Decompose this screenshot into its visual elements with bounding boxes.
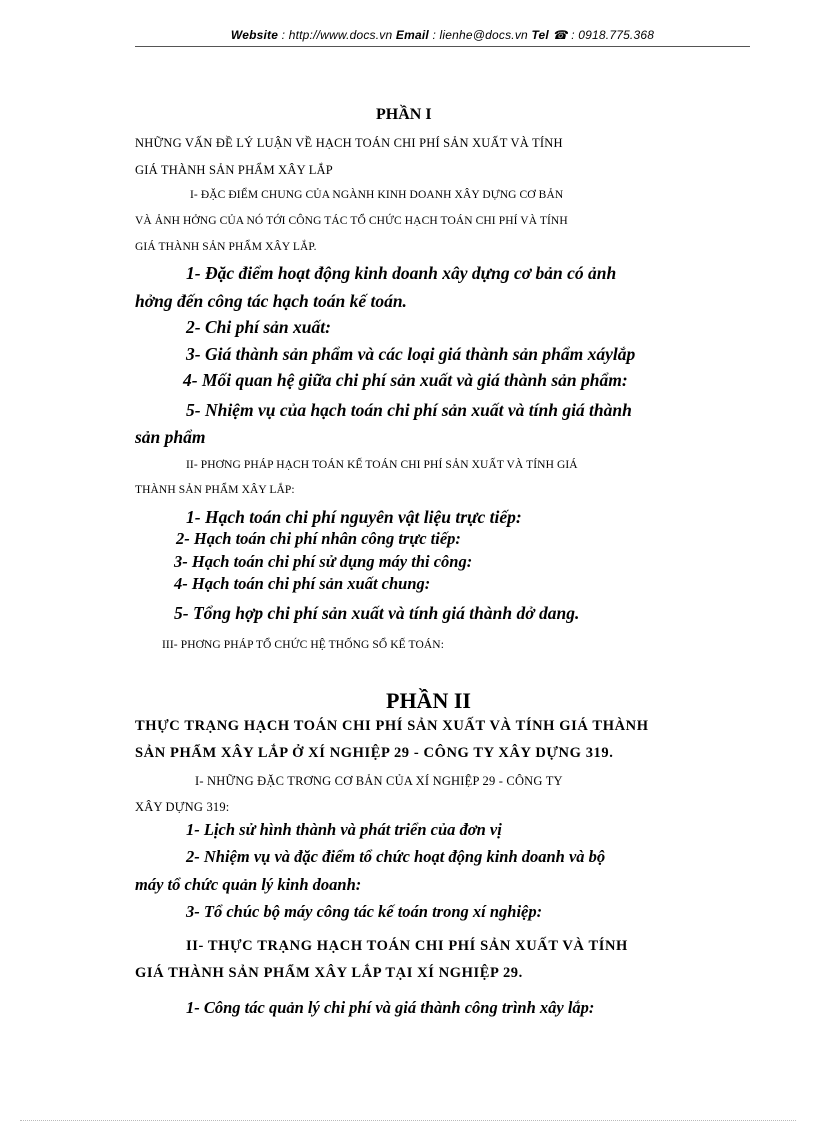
part1-item1-line2: hởng đến công tác hạch toán kế toán. [135, 291, 407, 311]
part2-title-line1: THỰC TRẠNG HẠCH TOÁN CHI PHÍ SẢN XUẤT VÀ TÍNH GIÁ THÀNH [135, 718, 649, 734]
part1-item3: 3- Giá thành sản phẩm và các loại giá thành sản phẩm xáylắp [186, 344, 636, 364]
part1-section1-line2: VÀ ẢNH HỞNG CỦA NÓ TỚI CÔNG TÁC TỔ CHỨC HẠCH TOÁN CHI PHÍ VÀ TÍNH [135, 215, 568, 227]
part1-title-line1: NHỮNG VẤN ĐỀ LÝ LUẬN VỀ HẠCH TOÁN CHI PHÍ SẢN XUẤT VÀ TÍNH [135, 136, 563, 150]
part1-item1-line1: 1- Đặc điểm hoạt động kinh doanh xây dựng cơ bản có ảnh [186, 263, 617, 283]
part1-section3: III- PHƠNG PHÁP TỔ CHỨC HỆ THỐNG SỔ KẾ TOÁN: [162, 639, 444, 651]
part1-s2-item3: 3- Hạch toán chi phí sử dụng máy thi công: [174, 552, 473, 571]
part2-section2-line2: GIÁ THÀNH SẢN PHẨM XÂY LẮP TẠI XÍ NGHIỆP 29. [135, 965, 523, 981]
part1-s2-item1: 1- Hạch toán chi phí nguyên vật liệu trực tiếp: [186, 507, 522, 527]
page-bottom-divider [20, 1120, 796, 1121]
part1-item4: 4- Mối quan hệ giữa chi phí sản xuất và giá thành sản phẩm: [183, 370, 628, 390]
part2-item2-line2: máy tổ chức quản lý kinh doanh: [135, 875, 362, 894]
part1-section1-line1: I- ĐẶC ĐIỂM CHUNG CỦA NGÀNH KINH DOANH XÂY DỰNG CƠ BẢN [190, 189, 564, 201]
part2-item1: 1- Lịch sử hình thành và phát triển của đơn vị [186, 820, 502, 839]
part2-title-line2: SẢN PHẨM XÂY LẮP Ở XÍ NGHIỆP 29 - CÔNG TY XÂY DỰNG 319. [135, 745, 614, 761]
part1-section1-line3: GIÁ THÀNH SẢN PHẨM XÂY LẮP. [135, 241, 317, 253]
website-label: Website [230, 28, 279, 42]
email-value[interactable]: : lienhe@docs.vn [432, 28, 528, 42]
tel-label: Tel [531, 28, 549, 42]
part1-item2: 2- Chi phí sản xuất: [186, 317, 331, 337]
part2-item2-line1: 2- Nhiệm vụ và đặc điểm tổ chức hoạt động kinh doanh và bộ [186, 847, 606, 866]
part1-section2-line1: II- PHƠNG PHÁP HẠCH TOÁN KẾ TOÁN CHI PHÍ SẢN XUẤT VÀ TÍNH GIÁ [186, 459, 578, 471]
page-header [135, 28, 750, 42]
part1-s2-item4: 4- Hạch toán chi phí sản xuất chung: [174, 574, 431, 593]
phone-icon: ☎ [552, 28, 568, 42]
part2-section1-line2: XÂY DỰNG 319: [135, 800, 230, 814]
part2-item3: 3- Tổ chúc bộ máy công tác kế toán trong xí nghiệp: [186, 902, 543, 921]
part2-section2-line1: II- THỰC TRẠNG HẠCH TOÁN CHI PHÍ SẢN XUẤT VÀ TÍNH [186, 938, 628, 954]
part2-s2-item1: 1- Công tác quản lý chi phí và giá thành công trình xây lắp: [186, 998, 595, 1017]
header-divider [135, 46, 750, 47]
part1-section2-line2: THÀNH SẢN PHẨM XÂY LẮP: [135, 484, 295, 496]
part1-heading: PHẦN I [376, 106, 432, 123]
part2-heading: PHẦN II [386, 688, 471, 713]
email-label: Email [395, 28, 429, 42]
tel-value: : 0918.775.368 [571, 28, 655, 42]
part1-s2-item2: 2- Hạch toán chi phí nhân công trực tiếp: [176, 529, 461, 548]
part1-item5-line1: 5- Nhiệm vụ của hạch toán chi phí sản xuất và tính giá thành [186, 400, 632, 420]
part1-s2-item5: 5- Tổng hợp chi phí sản xuất và tính giá thành dở dang. [174, 603, 580, 623]
part2-section1-line1: I- NHỮNG ĐẶC TRƠNG CƠ BẢN CỦA XÍ NGHIỆP 29 - CÔNG TY [195, 774, 563, 788]
part1-title-line2: GIÁ THÀNH SẢN PHẨM XÂY LẮP [135, 163, 333, 177]
part1-item5-line2: sản phẩm [135, 427, 206, 447]
website-value[interactable]: : http://www.docs.vn [281, 28, 393, 42]
